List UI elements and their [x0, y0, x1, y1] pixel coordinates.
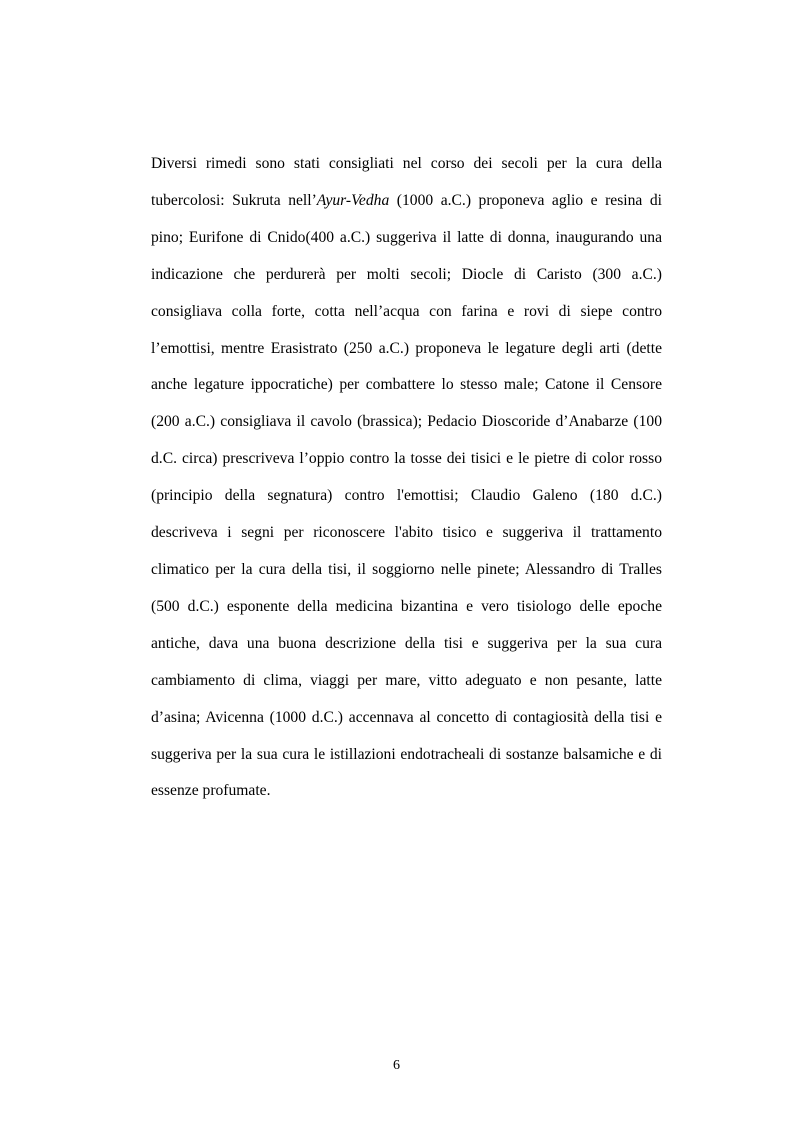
paragraph-text-start: Diversi rimedi sono stati consigliati nel corso dei secoli per la cura della tubercolosi: Sukruta nell’ — [151, 155, 662, 209]
body-paragraph — [151, 146, 662, 810]
paragraph-italic-title: Ayur-Vedha — [316, 191, 390, 209]
page-number: 6 — [393, 1058, 400, 1073]
paragraph-text-rest: (1000 a.C.) proponeva aglio e resina di pino; Eurifone di Cnido(400 a.C.) suggeriva il latte di donna, inaugurando una indicazione che perdurerà per molti secoli; Diocle di Caristo (300 a.C.) consigliava colla forte, cotta nell’acqua con farina e rovi di siepe contro l’emottisi, mentre Erasistrato (250 a.C.) proponeva le legature degli arti (dette anche legature ippocratiche) per combattere lo stesso male; Catone il Censore (200 a.C.) consigliava il cavolo (brassica); Pedacio Dioscoride d’Anabarze (100 d.C. circa) prescriveva l’oppio contro la tosse dei tisici e le pietre di color rosso (principio della segnatura) contro l'emottisi; Claudio Galeno (180 d.C.) descriveva i segni per riconoscere l'abito tisico e suggeriva il trattamento climatico per la cura della tisi, il soggiorno nelle pinete; Alessandro di Tralles (500 d.C.) esponente della medicina bizantina e vero tisiologo delle epoche antiche, dava una buona descrizione della tisi e suggeriva per la sua cura cambiamento di clima, viaggi per mare, vitto adeguato e non pesante, latte d’asina; Avicenna (1000 d.C.) accennava al concetto di contagiosità della tisi e suggeriva per la sua cura le istillazioni endotracheali di sostanze balsamiche e di essenze profumate. — [151, 191, 662, 800]
